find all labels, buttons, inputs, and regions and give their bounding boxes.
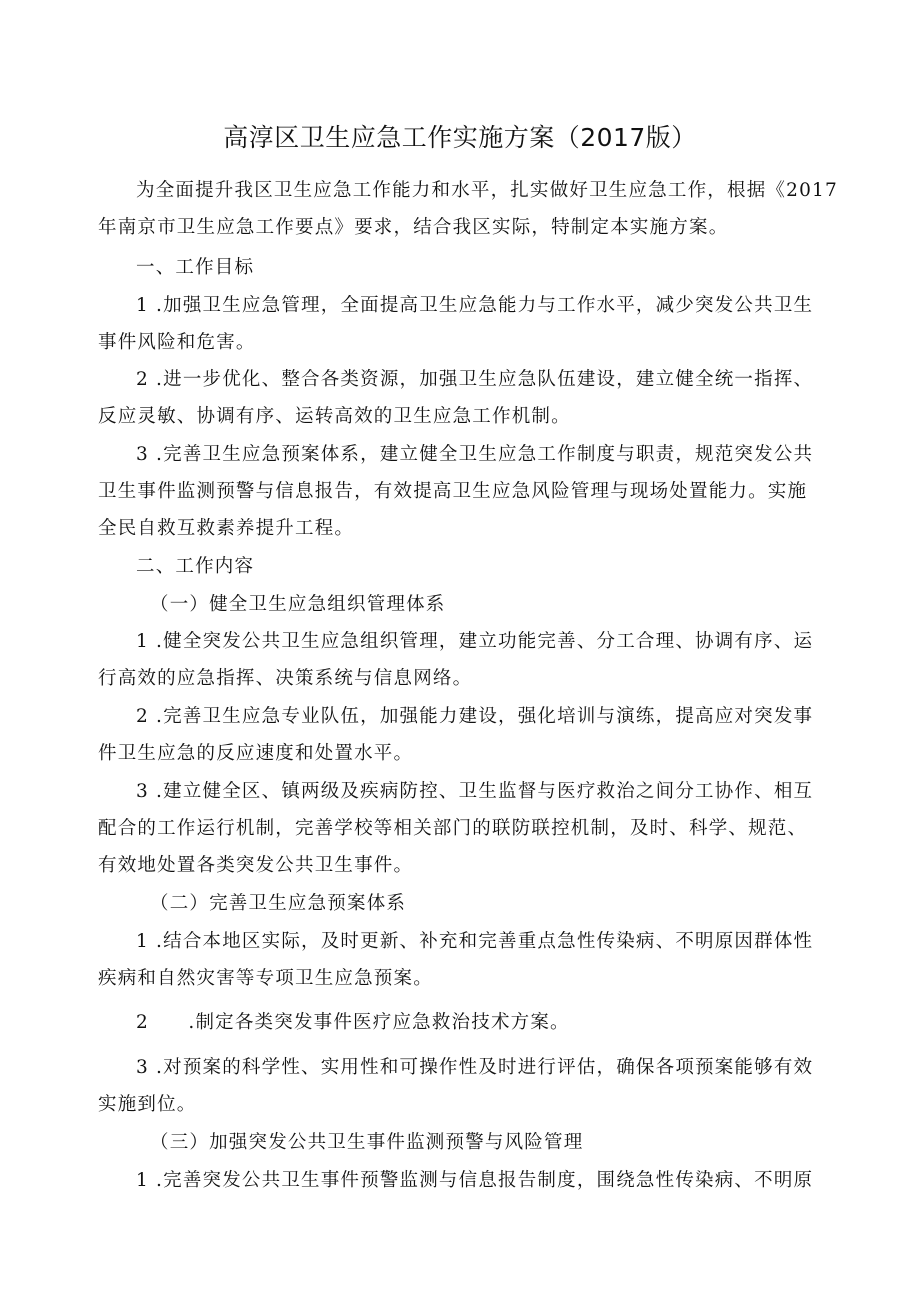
body-line: 事件风险和危害。 <box>98 332 256 353</box>
body-line: 年南京市卫生应急工作要点》要求，结合我区实际，特制定本实施方案。 <box>98 217 729 238</box>
body-line: 有效地处置各类突发公共卫生事件。 <box>98 855 414 876</box>
body-line: 3 .建立健全区、镇两级及疾病防控、卫生监督与医疗救治之间分工协作、相互 <box>136 781 814 802</box>
body-line: 件卫生应急的反应速度和处置水平。 <box>98 743 414 764</box>
body-line: 2 .进一步优化、整合各类资源，加强卫生应急队伍建设，建立健全统一指挥、 <box>136 369 814 390</box>
body-line: 实施到位。 <box>98 1094 197 1115</box>
body-line: 3 .对预案的科学性、实用性和可操作性及时进行评估，确保各项预案能够有效 <box>136 1057 814 1078</box>
body-line: 配合的工作运行机制，完善学校等相关部门的联防联控机制，及时、科学、规范、 <box>98 818 808 839</box>
body-line: 1 .健全突发公共卫生应急组织管理，建立功能完善、分工合理、协调有序、运 <box>136 631 814 652</box>
subsection-heading: （一）健全卫生应急组织管理体系 <box>150 594 446 615</box>
body-line: 2 .完善卫生应急专业队伍，加强能力建设，强化培训与演练，提高应对突发事 <box>136 706 814 727</box>
body-line: 1 .加强卫生应急管理，全面提高卫生应急能力与工作水平，减少突发公共卫生 <box>136 295 814 316</box>
body-line: 为全面提升我区卫生应急工作能力和水平，扎实做好卫生应急工作，根据《2017 <box>136 180 838 201</box>
body-line: 1 .完善突发公共卫生事件预警监测与信息报告制度，围绕急性传染病、不明原 <box>136 1170 814 1191</box>
body-line: 反应灵敏、协调有序、运转高效的卫生应急工作机制。 <box>98 406 571 427</box>
body-line: 2 .制定各类突发事件医疗应急救治技术方案。 <box>136 1012 570 1033</box>
document-title: 高淳区卫生应急工作实施方案（2017版） <box>223 123 697 152</box>
body-line: 全民自救互救素养提升工程。 <box>98 518 355 539</box>
subsection-heading: （二）完善卫生应急预案体系 <box>150 893 407 914</box>
section-heading: 二、工作内容 <box>136 556 255 577</box>
body-line: 3 .完善卫生应急预案体系，建立健全卫生应急工作制度与职责，规范突发公共 <box>136 444 814 465</box>
body-line: 1 .结合本地区实际，及时更新、补充和完善重点急性传染病、不明原因群体性 <box>136 931 814 952</box>
body-line: 行高效的应急指挥、决策系统与信息网络。 <box>98 668 473 689</box>
subsection-heading: （三）加强突发公共卫生事件监测预警与风险管理 <box>150 1132 584 1153</box>
body-line: 疾病和自然灾害等专项卫生应急预案。 <box>98 968 433 989</box>
section-heading: 一、工作目标 <box>136 257 255 278</box>
body-line: 卫生事件监测预警与信息报告，有效提高卫生应急风险管理与现场处置能力。实施 <box>98 481 808 502</box>
